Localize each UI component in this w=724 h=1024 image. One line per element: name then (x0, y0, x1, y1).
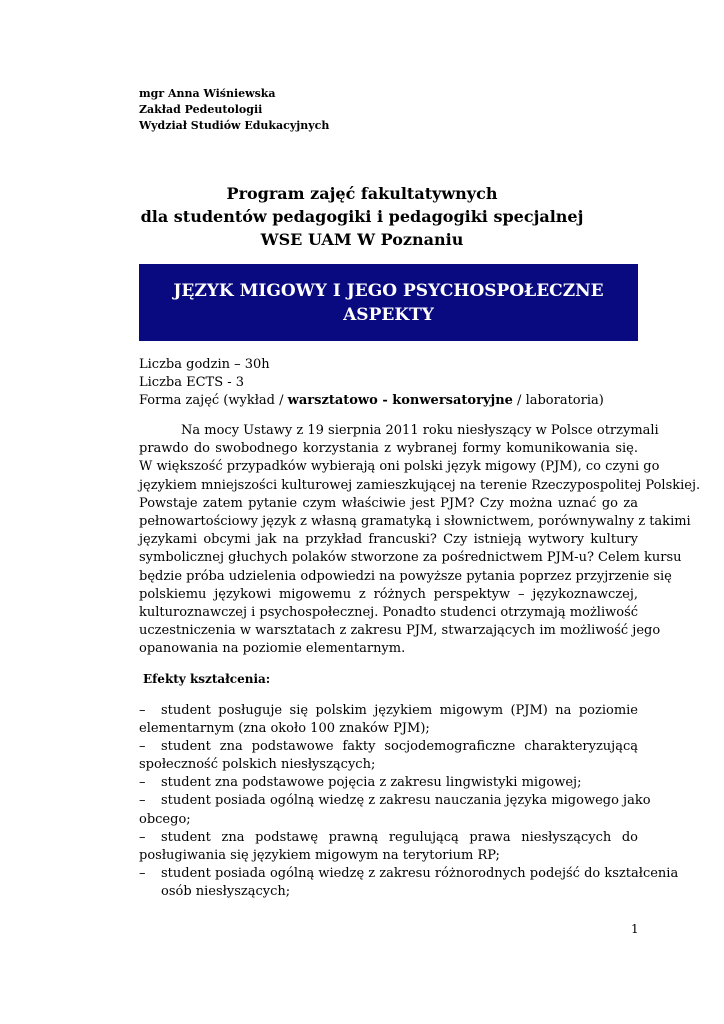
program-heading (0, 182, 724, 251)
dash-bullet: – (139, 775, 146, 791)
course-title-line-1: JĘZYK MIGOWY I JEGO PSYCHOSPOŁECZNE (173, 281, 604, 301)
author-name: mgr Anna Wiśniewska (139, 87, 276, 100)
program-line-3: WSE UAM W Poznaniu (260, 230, 464, 249)
effect-text: student zna podstawowe pojęcia z zakresu lingwistyki migowej; (161, 775, 582, 791)
author-block (139, 86, 329, 134)
paragraph-line: W większość przypadków wybierają oni polski język migowy (PJM), co czyni go (139, 459, 660, 475)
hours-count: Liczba godzin – 30h (139, 357, 270, 372)
paragraph-line: Na mocy Ustawy z 19 sierpnia 2011 roku niesłyszący w Polsce otrzymali (181, 423, 659, 438)
course-title-line-2: ASPEKTY (343, 305, 434, 325)
effects-title: Efekty kształcenia: (143, 672, 271, 686)
course-form (139, 392, 604, 410)
effect-item (139, 829, 638, 865)
ects-count: Liczba ECTS - 3 (139, 375, 245, 390)
effect-text: student zna podstawowe fakty socjodemograficzne charakteryzującą (161, 739, 638, 755)
author-faculty: Wydział Studiów Edukacyjnych (139, 119, 330, 132)
effect-item (139, 865, 679, 901)
course-form-prefix: Forma zajęć (wykład / (139, 393, 288, 408)
paragraph-line: symbolicznej głuchych polaków stworzone za pośrednictwem PJM-u? Celem kursu (139, 550, 682, 566)
paragraph-line: kulturoznawczej i psychospołecznej. Ponadto studenci otrzymają możliwość (139, 604, 639, 620)
effect-text-continued: osób niesłyszących; (161, 883, 291, 899)
page-number: 1 (631, 922, 639, 936)
paragraph-line: językiem mniejszości kulturowej zamieszkującej na terenie Rzeczypospolitej Polskiej. (139, 477, 701, 493)
paragraph-line: pełnowartościowy język z własną gramatyką i słownictwem, porównywalny z takimi (139, 513, 691, 529)
effects-list (139, 702, 679, 901)
paragraph-line: prawdo do swobodnego korzystania z wybranej formy komunikowania się. (139, 441, 638, 457)
paragraph-line: polskiemu językowi migowemu z różnych perspektyw – językoznawczej, (139, 586, 638, 602)
paragraph-line: Powstaje zatem pytanie czym właściwie jest PJM? Czy można uznać go za (139, 495, 638, 511)
effect-item (139, 738, 638, 774)
effect-text-continued: posługiwania się językiem migowym na terytorium RP; (139, 847, 500, 863)
program-line-2: dla studentów pedagogiki i pedagogiki specjalnej (140, 207, 584, 226)
author-department: Zakład Pedeutologii (139, 103, 263, 116)
course-title-banner (139, 264, 638, 341)
effect-item (139, 702, 638, 738)
course-form-suffix: / laboratoria) (512, 393, 604, 408)
effect-text: student posiada ogólną wiedzę z zakresu różnorodnych podejść do kształcenia (161, 865, 679, 881)
paragraph-line: będzie próba udzielenia odpowiedzi na powyższe pytania poprzez przyjrzenie się (139, 568, 672, 584)
effect-text-continued: społeczność polskich niesłyszących; (139, 757, 376, 773)
dash-bullet: – (139, 865, 146, 881)
course-meta (139, 356, 604, 410)
program-line-1: Program zajęć fakultatywnych (226, 184, 498, 203)
effect-text: student posiada ogólną wiedzę z zakresu nauczania języka migowego jako (161, 793, 651, 809)
effect-item (139, 792, 651, 828)
effect-item (139, 774, 638, 792)
paragraph-line: językami obcymi jak na przykład francuski? Czy istnieją wytwory kultury (139, 532, 638, 548)
dash-bullet: – (139, 829, 146, 845)
effect-text: student zna podstawę prawną regulującą prawa niesłyszących do (161, 829, 638, 845)
paragraph-line: opanowania na poziomie elementarnym. (139, 641, 406, 657)
dash-bullet: – (139, 703, 146, 718)
effect-text-continued: elementarnym (zna około 100 znaków PJM); (139, 721, 430, 737)
course-form-selected: warsztatowo - konwersatoryjne (287, 393, 513, 408)
course-description (139, 422, 701, 658)
effect-text: student posługuje się polskim językiem migowym (PJM) na poziomie (161, 703, 638, 718)
effect-text-continued: obcego; (139, 811, 191, 827)
dash-bullet: – (139, 793, 146, 809)
dash-bullet: – (139, 739, 146, 755)
paragraph-line: uczestniczenia w warsztatach z zakresu PJM, stwarzających im możliwość jego (139, 623, 661, 639)
